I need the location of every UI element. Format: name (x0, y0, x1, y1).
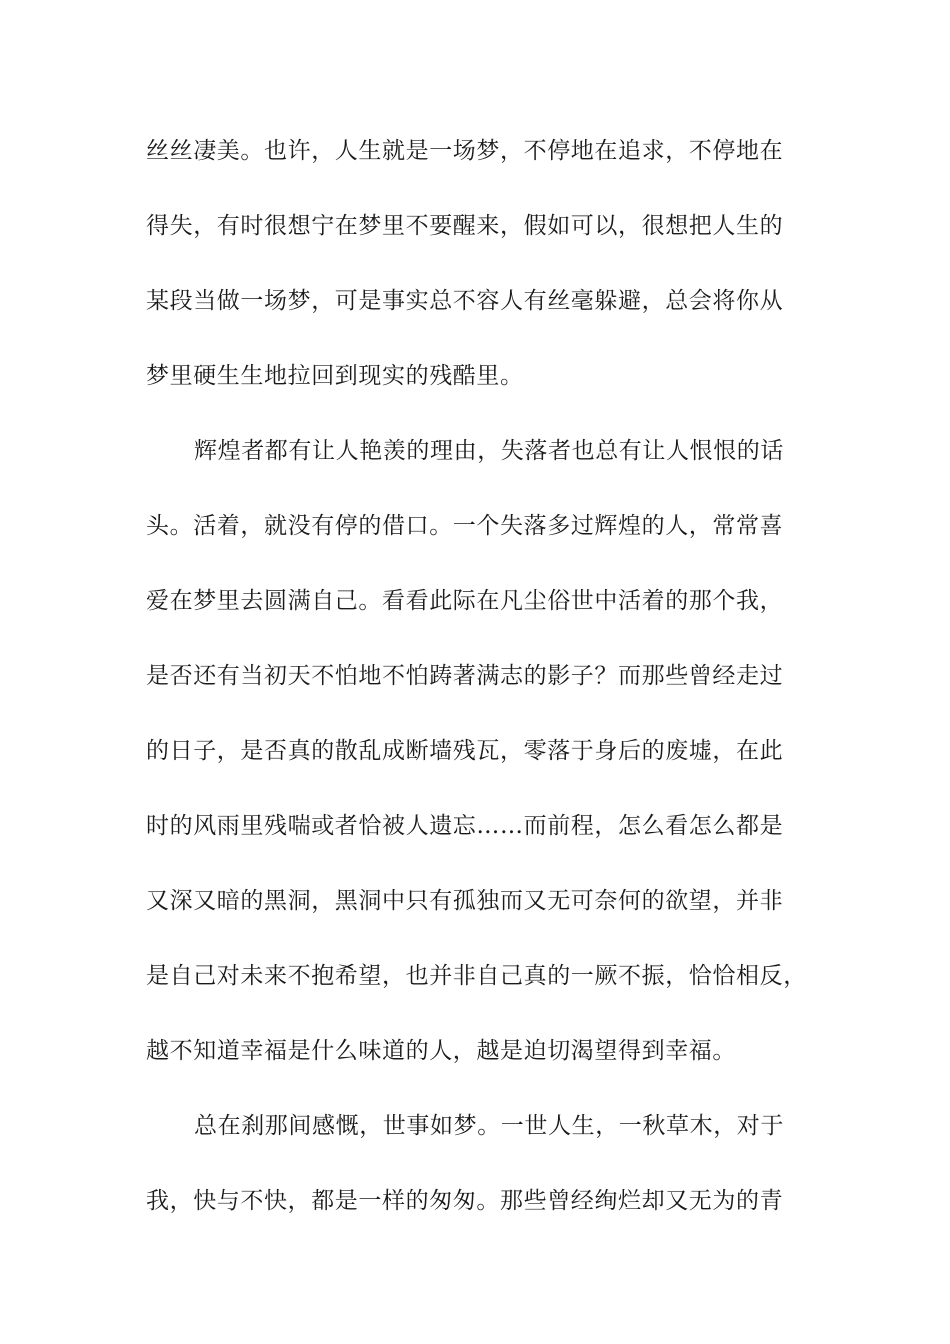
text-line: 梦里硬生生地拉回到现实的残酷里。 (146, 363, 524, 389)
text-line: 得失，有时很想宁在梦里不要醒来，假如可以，很想把人生的 (146, 213, 784, 239)
text-line: 丝丝凄美。也许，人生就是一场梦，不停地在追求，不停地在 (146, 138, 784, 164)
text-line: 越不知道幸福是什么味道的人，越是迫切渴望得到幸福。 (146, 1038, 736, 1064)
text-line: 爱在梦里去圆满自己。看看此际在凡尘俗世中活着的那个我， (146, 588, 784, 614)
text-line: 某段当做一场梦，可是事实总不容人有丝毫躲避，总会将你从 (146, 288, 784, 314)
text-line: 的日子，是否真的散乱成断墙残瓦，零落于身后的废墟，在此 (146, 738, 784, 764)
text-line: 是自己对未来不抱希望，也并非自己真的一厥不振，恰恰相反， (146, 963, 807, 989)
paragraph-first-line: 辉煌者都有让人艳羡的理由，失落者也总有让人恨恨的话 (194, 438, 784, 464)
text-line: 是否还有当初天不怕地不怕踌著满志的影子？而那些曾经走过 (146, 663, 784, 689)
text-line: 我，快与不快，都是一样的匆匆。那些曾经绚烂却又无为的青 (146, 1188, 784, 1214)
paragraph-first-line: 总在刹那间感慨，世事如梦。一世人生，一秋草木，对于 (194, 1113, 784, 1139)
text-line: 时的风雨里残喘或者恰被人遗忘……而前程，怎么看怎么都是 (146, 813, 784, 839)
text-line: 又深又暗的黑洞，黑洞中只有孤独而又无可奈何的欲望，并非 (146, 888, 784, 914)
text-line: 头。活着，就没有停的借口。一个失落多过辉煌的人，常常喜 (146, 513, 784, 539)
